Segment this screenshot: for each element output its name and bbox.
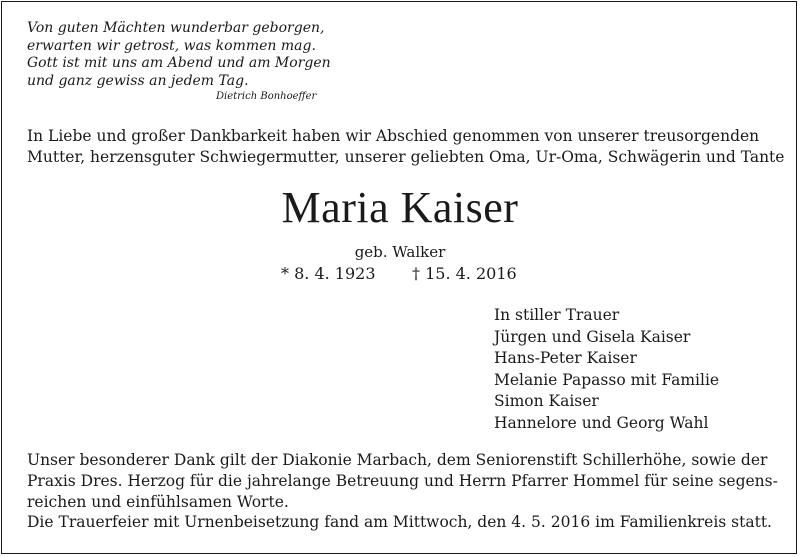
mourners-heading: In stiller Trauer (494, 306, 620, 324)
mourner: Simon Kaiser (494, 392, 599, 410)
poem-line: Gott ist mit uns am Abend und am Morgen (27, 55, 331, 71)
mourner: Jürgen und Gisela Kaiser (494, 327, 691, 346)
poem (27, 20, 367, 90)
poem-line: Von guten Mächten wunderbar geborgen, (27, 20, 325, 36)
thanks-line: reichen und einfühlsamen Worte. (27, 492, 289, 511)
birth-date: * 8. 4. 1923 (281, 264, 376, 283)
mourner: Hans-Peter Kaiser (494, 349, 637, 367)
intro-text (27, 126, 787, 168)
death-date: † 15. 4. 2016 (412, 264, 517, 283)
poem-line: und ganz gewiss an jedem Tag. (27, 72, 249, 89)
poem-line: erwarten wir getrost, was kommen mag. (27, 37, 316, 54)
thanks-line: Praxis Dres. Herzog für die jahrelange Betreuung und Herrn Pfarrer Hommel für seine segens- (27, 471, 778, 490)
deceased-name: Maria Kaiser (281, 183, 519, 232)
thanks-line: Unser besonderer Dank gilt der Diakonie Marbach, dem Seniorenstift Schillerhöhe, sowie der (27, 451, 768, 469)
intro-line: Mutter, herzensguter Schwiegermutter, unserer geliebten Oma, Ur-Oma, Schwägerin und Tante (27, 148, 785, 166)
poem-author: Dietrich Bonhoeffer (216, 91, 317, 102)
funeral-info-line: Die Trauerfeier mit Urnenbeisetzung fand am Mittwoch, den 4. 5. 2016 im Familienkreis statt. (27, 513, 772, 532)
birth-name: geb. Walker (354, 243, 446, 261)
mourners-list (494, 305, 719, 434)
mourner: Hannelore und Georg Wahl (494, 413, 709, 432)
intro-line: In Liebe und großer Dankbarkeit haben wir Abschied genommen von unserer treusorgenden (27, 127, 760, 145)
thanks-text (27, 450, 787, 533)
mourner: Melanie Papasso mit Familie (494, 370, 720, 389)
